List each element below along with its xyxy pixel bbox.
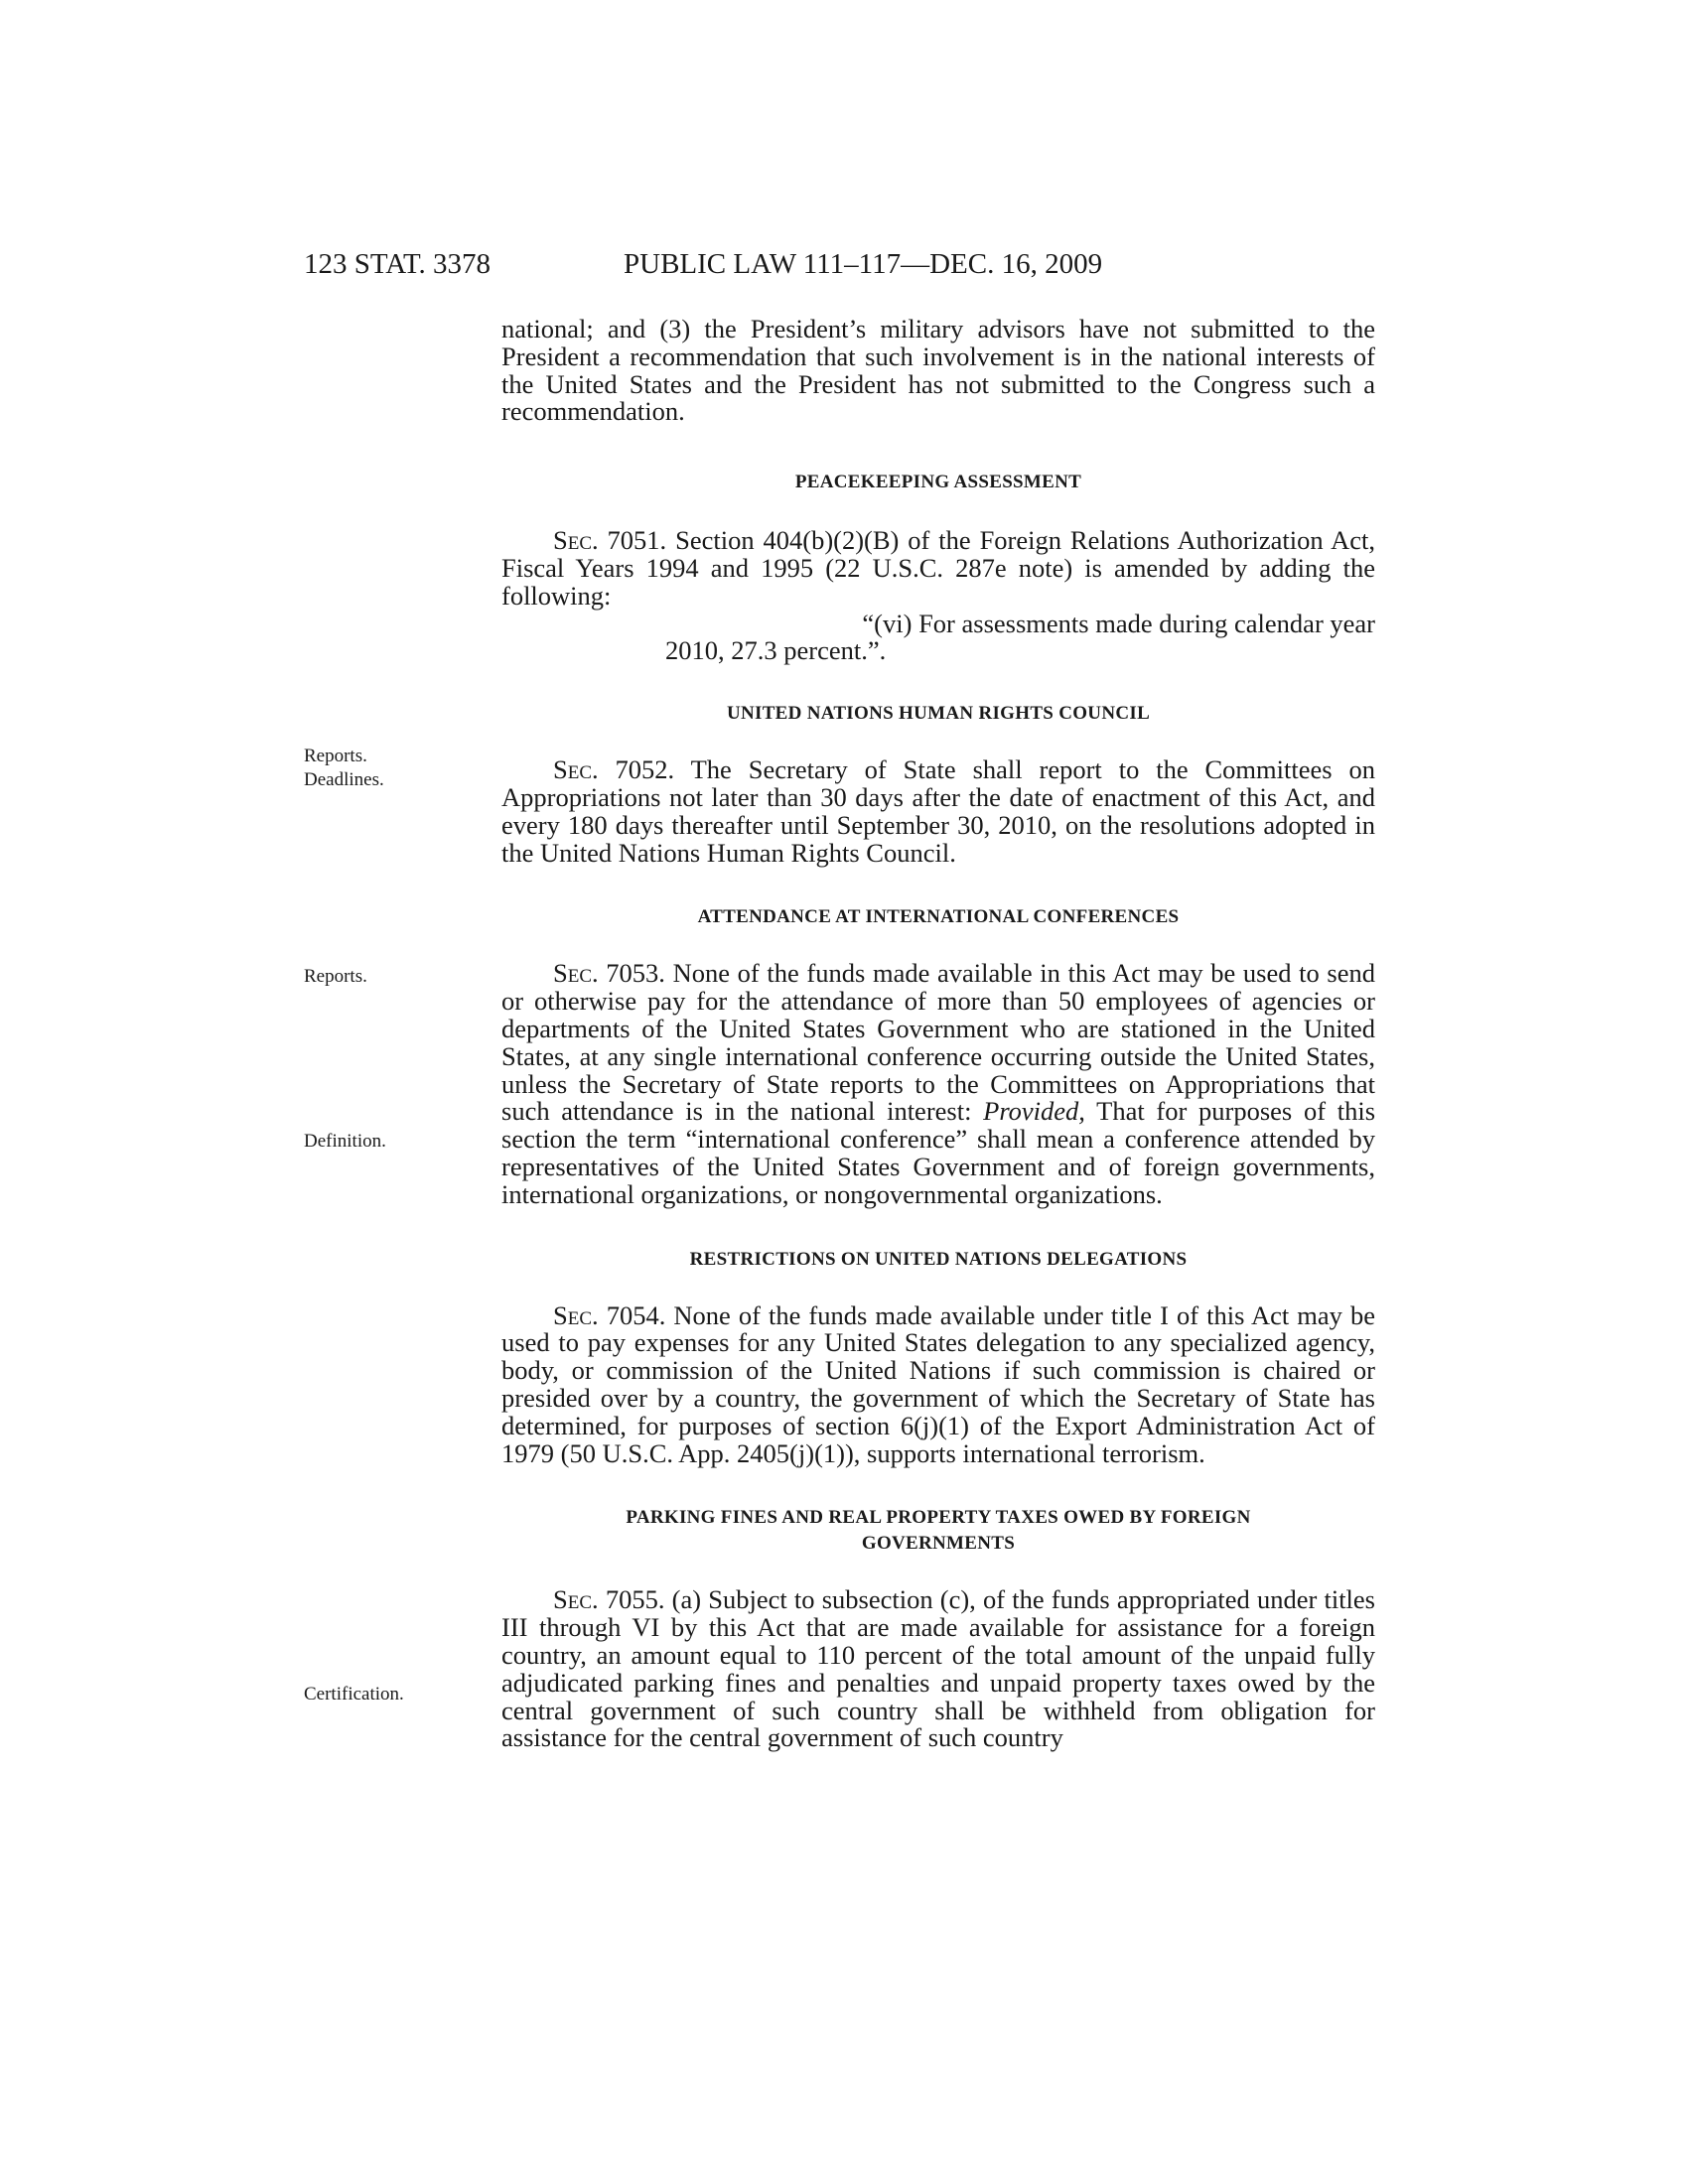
section-7051-label: Sec. 7051. [553,525,667,556]
section-7053-text-b: That for purposes of this section the term “international conference” shall mean a conference attended by representatives of the United States Government and of foreign governments, international organizations, or nongovernmental organizations. [501,1096,1376,1209]
section-7051-quote-line2: 2010, 27.3 percent.”. [665,635,887,666]
section-7053-label: Sec. 7053. [553,958,665,989]
section-7055-text: (a) Subject to subsection (c), of the funds appropriated under titles III through VI by this Act that are made available for assistance for a foreign country, an amount equal to 110 percent of the total amount of the unpaid fully adjudicated parking fines and penalties and unpaid property taxes owed by the central government of such country shall be withheld from obligation for assistance for the central government of such country [501,1584,1375,1753]
main-text-column [501,316,1375,1752]
section-7054-heading: RESTRICTIONS ON UNITED NATIONS DELEGATIONS [689,1248,1188,1270]
section-7055-heading-line2: GOVERNMENTS [861,1533,1016,1555]
section-7053-text-a: None of the funds made available in this Act may be used to send or otherwise pay for the attendance of more than 50 employees of agencies or departments of the United States Government who are stationed in the United States, at any single international conference occurring outside the United States, unless the Secretary of State reports to the Committees on Appropriations that such attendance is in the national interest: [501,958,1376,1127]
section-7055-paragraph [501,1586,1375,1752]
section-7055-heading-line1: PARKING FINES AND REAL PROPERTY TAXES OWED BY FOREIGN [626,1507,1251,1529]
intro-paragraph: national; and (3) the President’s military advisors have not submitted to the President a recommendation that such involvement is in the national interests of the United States and the President has not submitted to the Congress such a recommendation. [501,314,1375,427]
provided-proviso: Provided, [983,1096,1085,1127]
section-7055-heading [501,1505,1375,1557]
section-7052-heading: UNITED NATIONS HUMAN RIGHTS COUNCIL [726,703,1151,725]
section-7054-paragraph [501,1299,1375,1468]
section-7051-quote-line1: “(vi) For assessments made during calendar year [862,608,1375,638]
section-7052-label: Sec. 7052. [553,754,675,785]
section-7054-text: None of the funds made available under title I of this Act may be used to pay expenses for any United States delegation to any specialized agency, body, or commission of the United Nations if such commission is chaired or presided over by a country, the government of which the Secretary of State has determined, for purposes of section 6(j)(1) of the Export Administration Act of 1979 (50 U.S.C. App. 2405(j)(1)), supports international terrorism. [501,1299,1375,1468]
margin-note-reports-label: Reports. [304,746,367,766]
section-7053-paragraph [501,960,1375,1208]
margin-note-reports [304,745,384,792]
section-7054-label: Sec. 7054. [553,1299,666,1330]
margin-note-certification: Certification. [304,1684,404,1705]
margin-note-deadlines-label: Deadlines. [304,769,384,790]
section-7055-label: Sec. 7055. [553,1584,665,1615]
public-law-citation: PUBLIC LAW 111–117—DEC. 16, 2009 [624,248,1103,280]
section-7051-paragraph [501,527,1375,610]
section-7051-heading: PEACEKEEPING ASSESSMENT [794,472,1082,493]
running-header [304,248,1396,288]
margin-note-reports-2: Reports. [304,966,367,987]
stat-page-number: 123 STAT. 3378 [304,248,492,280]
section-7052-paragraph [501,756,1375,867]
section-7051-text: Section 404(b)(2)(B) of the Foreign Relations Authorization Act, Fiscal Years 1994 and 1995 (22 U.S.C. 287e note) is amended by adding the following: [501,525,1375,611]
margin-note-definition: Definition. [304,1131,386,1152]
section-7052-text: The Secretary of State shall report to the Committees on Appropriations not later than 30 days after the date of enactment of this Act, and every 180 days thereafter until September 30, 2010, on the resolutions adopted in the United Nations Human Rights Council. [501,754,1375,868]
section-7053-heading: ATTENDANCE AT INTERNATIONAL CONFERENCES [697,906,1180,928]
